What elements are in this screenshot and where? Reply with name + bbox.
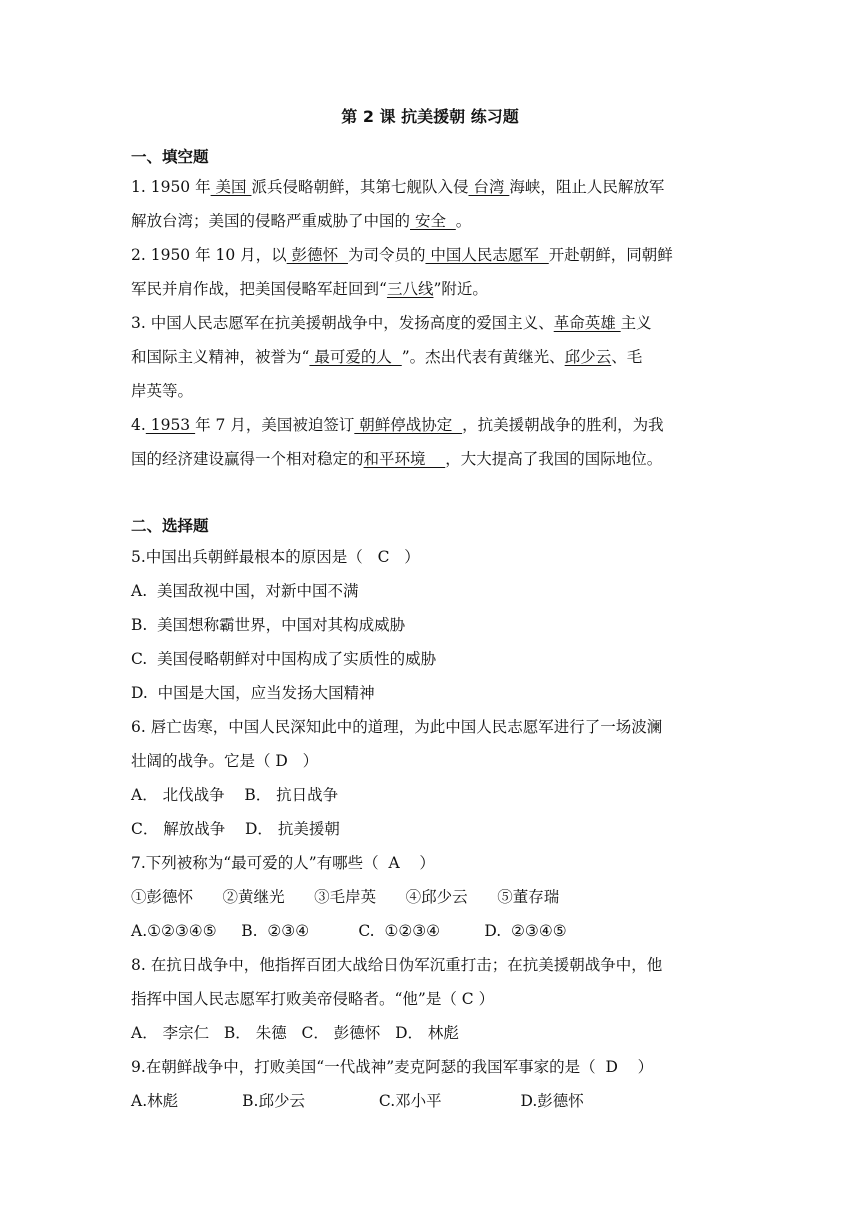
- page-title: 第 2 课 抗美援朝 练习题: [341, 107, 519, 126]
- question-6-options-2: C． 解放战争 D． 抗美援朝: [131, 820, 340, 838]
- question-5-option-d: D. 中国是大国，应当发扬大国精神: [131, 684, 375, 702]
- question-3-line-2: 和国际主义精神，被誉为“ 最可爱的人 ”。杰出代表有黄继光、邱少云、毛: [131, 348, 643, 366]
- answer-blank: 朝鲜停战协定: [354, 416, 463, 434]
- question-7-options: A.①②③④⑤ B. ②③④ C. ①②③④ D. ②③④⑤: [131, 922, 567, 940]
- question-8-options: A． 李宗仁 B． 朱德 C． 彭德怀 D． 林彪: [131, 1024, 459, 1042]
- question-1-line-2: 解放台湾；美国的侵略严重威胁了中国的 安全 。: [131, 212, 472, 230]
- question-6-stem-line-2: 壮阔的战争。它是（ D ）: [131, 752, 319, 770]
- question-6-options-1: A． 北伐战争 B． 抗日战争: [131, 786, 339, 804]
- question-5-option-a: A. 美国敌视中国，对新中国不满: [131, 582, 359, 600]
- answer-blank: 中国人民志愿军: [425, 246, 549, 264]
- question-5-stem: 5.中国出兵朝鲜最根本的原因是（ C ）: [131, 548, 420, 566]
- question-5-option-b: B. 美国想称霸世界，中国对其构成威胁: [131, 616, 406, 634]
- question-1-line-1: 1. 1950 年 美国 派兵侵略朝鲜，其第七舰队入侵 台湾 海峡，阻止人民解放军: [131, 178, 665, 196]
- answer-blank: 彭德怀: [286, 246, 348, 264]
- answer-blank: 安全: [410, 212, 456, 230]
- answer-blank: 美国: [210, 178, 252, 196]
- question-9-stem: 9.在朝鲜战争中，打败美国“一代战神”麦克阿瑟的我国军事家的是（ D ）: [131, 1058, 654, 1076]
- question-7-stem: 7.下列被称为“最可爱的人”有哪些（ A ）: [131, 854, 435, 872]
- question-8-stem-line-2: 指挥中国人民志愿军打败美帝侵略者。“他”是（ C ）: [131, 990, 495, 1008]
- section-heading-fill-in: 一、填空题: [131, 148, 209, 166]
- answer-blank: 1953: [145, 416, 196, 434]
- answer-blank: 革命英雄: [553, 314, 621, 332]
- question-7-items: ①彭德怀 ②黄继光 ③毛岸英 ④邱少云 ⑤董存瑞: [131, 888, 560, 906]
- answer-blank: 和平环境: [363, 450, 446, 468]
- question-9-options: A.林彪 B.邱少云 C.邓小平 D.彭德怀: [131, 1092, 584, 1110]
- answer-blank: 台湾: [468, 178, 510, 196]
- question-3-line-1: 3. 中国人民志愿军在抗美援朝战争中，发扬高度的爱国主义、革命英雄 主义: [131, 314, 652, 332]
- answer-blank: 三八线: [386, 280, 434, 298]
- answer-blank: 最可爱的人: [309, 348, 402, 366]
- question-2-line-1: 2. 1950 年 10 月，以 彭德怀 为司令员的 中国人民志愿军 开赴朝鲜，同朝鲜: [131, 246, 673, 264]
- question-2-line-2: 军民并肩作战，把美国侵略军赶回到“三八线”附近。: [131, 280, 488, 298]
- question-3-line-3: 岸英等。: [131, 382, 194, 400]
- question-6-stem-line-1: 6. 唇亡齿寒，中国人民深知此中的道理，为此中国人民志愿军进行了一场波澜: [131, 718, 663, 736]
- question-4-line-1: 4. 1953 年 7 月，美国被迫签订 朝鲜停战协定 ，抗美援朝战争的胜利，为我: [131, 416, 664, 434]
- question-8-stem-line-1: 8. 在抗日战争中，他指挥百团大战给日伪军沉重打击；在抗美援朝战争中，他: [131, 956, 663, 974]
- answer-blank: 邱少云: [564, 348, 612, 366]
- question-4-line-2: 国的经济建设赢得一个相对稳定的和平环境 ，大大提高了我国的国际地位。: [131, 450, 663, 468]
- question-5-option-c: C. 美国侵略朝鲜对中国构成了实质性的威胁: [131, 650, 437, 668]
- section-heading-choice: 二、选择题: [131, 517, 209, 535]
